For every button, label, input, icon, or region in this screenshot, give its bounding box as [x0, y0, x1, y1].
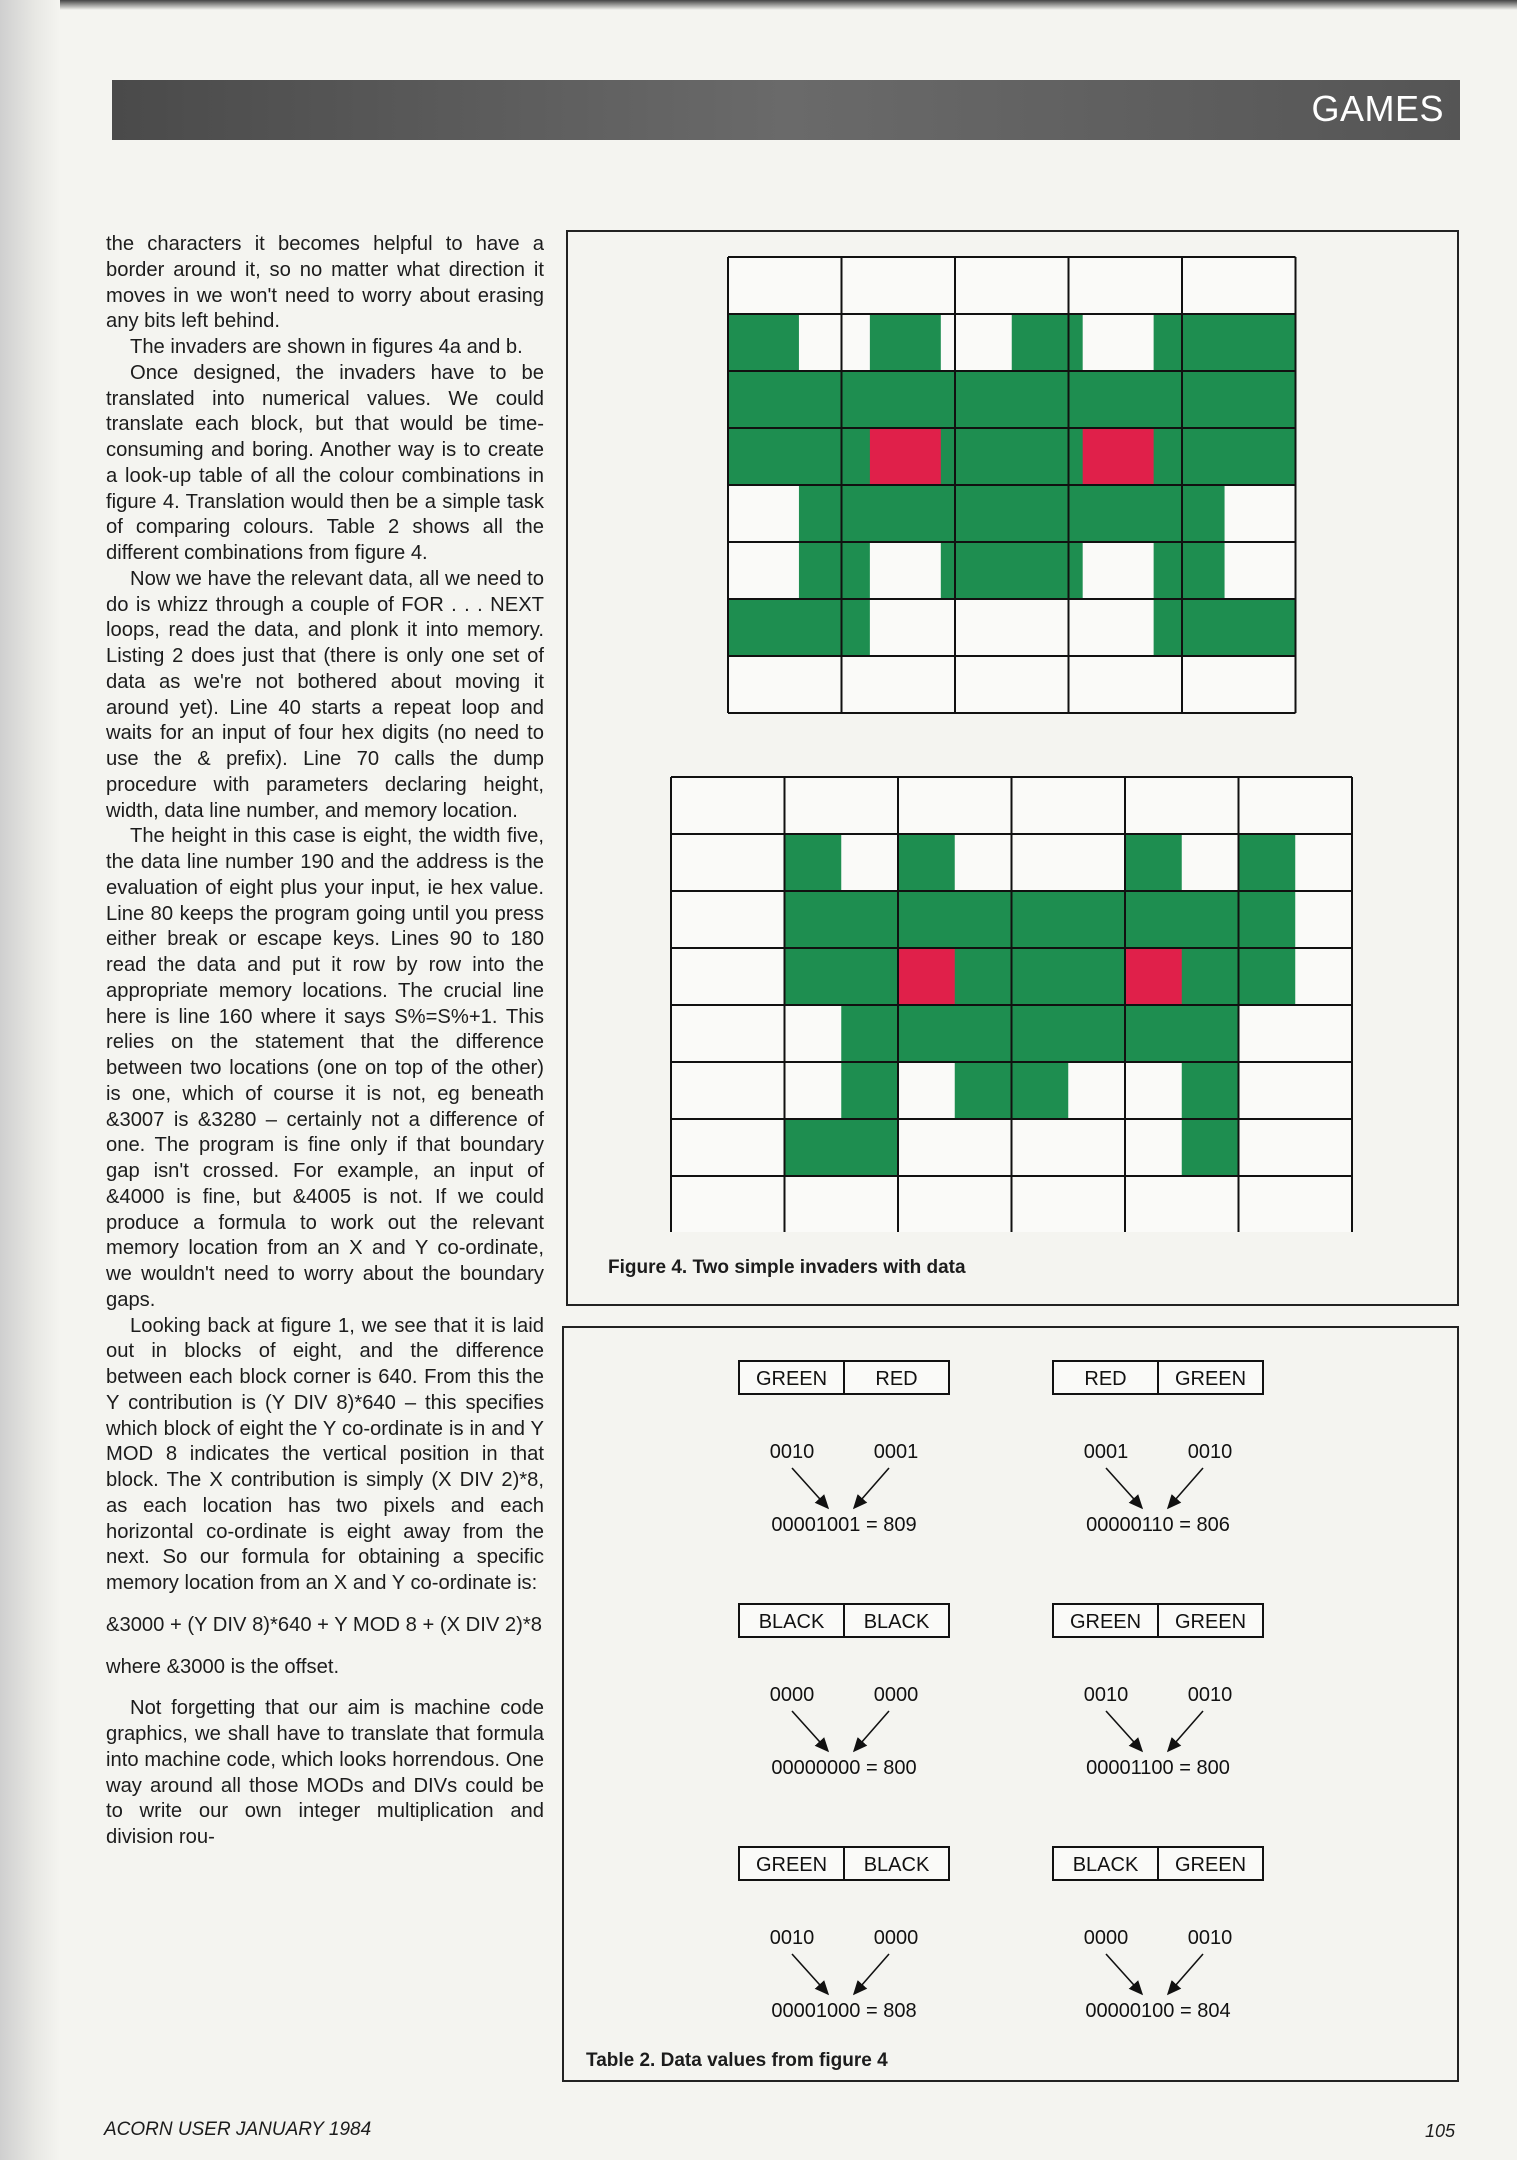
pixel-cell [841, 1176, 898, 1232]
pixel-cell [1154, 542, 1225, 600]
right-bits: 0010 [1187, 1441, 1233, 1463]
left-bits: 0010 [769, 1927, 815, 1949]
pixel-cell [898, 948, 955, 1006]
memory-formula: &3000 + (Y DIV 8)*640 + Y MOD 8 + (X DIV 2)*8 [106, 1613, 542, 1636]
pixel-cell [1182, 834, 1239, 892]
pixel-cell [728, 1176, 785, 1232]
right-colour-label: BLACK [863, 1854, 930, 1876]
pixel-cell [1239, 1005, 1296, 1063]
pixel-cell [1012, 656, 1083, 714]
pixel-cell [1012, 834, 1069, 892]
pixel-cell [898, 1119, 955, 1177]
pixel-cell [785, 891, 842, 949]
article-paragraph: Once designed, the invaders have to be translated into numerical values. We could translate each block, but that would be time-consuming and boring. Another way is to create a look-up table of all the colour combinations in figure 4. Translation would then be a simple task of comparing colours. Table 2 shows all the different combinations from figure 4. [106, 361, 544, 564]
pixel-cell [1225, 656, 1296, 714]
pixel-cell [728, 777, 785, 835]
pixel-cell [1012, 1062, 1069, 1120]
right-bits: 0010 [1187, 1927, 1233, 1949]
pixel-cell [1295, 948, 1352, 1006]
section-header-bar [112, 80, 1460, 140]
pixel-cell [799, 314, 870, 372]
pixel-cell [1225, 257, 1296, 315]
pixel-cell [799, 485, 870, 543]
combine-arrow [792, 1954, 828, 1994]
pixel-cell [955, 948, 1012, 1006]
pixel-cell [1182, 1119, 1239, 1177]
pixel-cell [841, 777, 898, 835]
pixel-cell [671, 1176, 728, 1232]
pixel-cell [1154, 257, 1225, 315]
pixel-cell [841, 1062, 898, 1120]
article-paragraph: the characters it becomes helpful to have a border around it, so no matter what direction it moves in we won't need to worry about erasing any bits left behind. [106, 233, 544, 333]
pixel-cell [728, 834, 785, 892]
pixel-cell [898, 1062, 955, 1120]
article-paragraph: Looking back at figure 1, we see that it is laid out in blocks of eight, and the difference between each block corner is 640. From this the Y contribution is (Y DIV 8)*640 – this specifies which block of eight the Y co-ordinate is in and Y MOD 8 indicates the vertical position in that block. The X contribution is simply (X DIV 2)*8, as each location has two pixels and each horizontal co-ordinate is eight away from the next. So our formula for obtaining a specific memory location from an X and Y co-ordinate is: [106, 1314, 544, 1594]
invader-b-grid [671, 777, 1353, 1232]
combine-arrow [854, 1711, 889, 1751]
pixel-cell [898, 834, 955, 892]
right-colour-label: GREEN [1174, 1854, 1247, 1876]
pixel-cell [898, 1176, 955, 1232]
right-bits: 0000 [873, 1927, 919, 1949]
pixel-cell [785, 1062, 842, 1120]
combine-arrow [792, 1711, 828, 1751]
pixel-cell [1154, 485, 1225, 543]
pixel-cell [941, 314, 1012, 372]
combine-arrow [1106, 1711, 1142, 1751]
pixel-cell [1154, 656, 1225, 714]
pixel-cell [1012, 542, 1083, 600]
article-paragraph: Now we have the relevant data, all we need to do is whizz through a couple of FOR . . . NEXT loops, read the data, and plonk it into memory. Listing 2 does just that (there is only one set of data as we're not bothered about moving it around yet). Line 40 starts a repeat loop and waits for an input of four hex digits (no need to use the & prefix). Line 70 calls the dump procedure with parameters declaring height, width, data line number, and memory location. [106, 567, 544, 822]
pixel-cell [1295, 777, 1352, 835]
pixel-cell [728, 314, 799, 372]
pixel-cell [1012, 1119, 1069, 1177]
pixel-cell [799, 257, 870, 315]
pixel-cell [941, 485, 1012, 543]
pixel-cell [1125, 1119, 1182, 1177]
pixel-cell [870, 314, 941, 372]
left-colour-label: GREEN [1069, 1611, 1142, 1633]
table-2-caption: Table 2. Data values from figure 4 [586, 2050, 888, 2071]
table-2-entry [739, 1361, 949, 1536]
pixel-cell [1068, 891, 1125, 949]
pixel-cell [870, 485, 941, 543]
pixel-cell [1125, 777, 1182, 835]
pixel-cell [728, 371, 799, 429]
table-2-entry [1053, 1361, 1263, 1536]
pixel-cell [941, 428, 1012, 486]
pixel-cell [955, 891, 1012, 949]
pixel-cell [898, 891, 955, 949]
pixel-cell [1012, 485, 1083, 543]
byte-result: 00000110 = 806 [1086, 1514, 1230, 1536]
left-colour-label: GREEN [755, 1368, 828, 1390]
pixel-cell [870, 599, 941, 657]
right-colour-label: GREEN [1174, 1368, 1247, 1390]
pixel-cell [785, 1005, 842, 1063]
pixel-cell [1182, 777, 1239, 835]
pixel-cell [1083, 599, 1154, 657]
pixel-cell [1125, 948, 1182, 1006]
pixel-cell [1068, 1062, 1125, 1120]
left-colour-label: GREEN [755, 1854, 828, 1876]
table-2-diagram [564, 1328, 1457, 2043]
pixel-cell [1083, 656, 1154, 714]
combine-arrow [792, 1468, 828, 1508]
figure-4-box [566, 230, 1459, 1306]
pixel-cell [955, 1176, 1012, 1232]
pixel-cell [1182, 948, 1239, 1006]
pixel-cell [1182, 1005, 1239, 1063]
pixel-cell [941, 371, 1012, 429]
pixel-cell [1225, 485, 1296, 543]
section-label: GAMES [1311, 88, 1444, 129]
article-body [106, 232, 544, 1851]
pixel-cell [1083, 257, 1154, 315]
pixel-cell [1083, 428, 1154, 486]
pixel-cell [1225, 371, 1296, 429]
pixel-cell [1068, 948, 1125, 1006]
combine-arrow [1168, 1711, 1203, 1751]
pixel-cell [1225, 428, 1296, 486]
invader-a-grid [728, 257, 1296, 714]
pixel-cell [728, 542, 799, 600]
pixel-cell [955, 1062, 1012, 1120]
page-binding-shadow [0, 0, 60, 2160]
right-colour-label: GREEN [1174, 1611, 1247, 1633]
pixel-cell [1068, 1005, 1125, 1063]
pixel-cell [1239, 834, 1296, 892]
table-2-entry [1053, 1604, 1263, 1779]
pixel-cell [1012, 428, 1083, 486]
pixel-cell [955, 777, 1012, 835]
table-2-entry [1053, 1847, 1263, 2022]
article-paragraph: The height in this case is eight, the width five, the data line number 190 and the address is the evaluation of eight plus your input, ie hex value. Line 80 keeps the program going until you press either break or escape keys. Lines 90 to 180 read the data and put it row by row into the appropriate memory locations. The crucial line here is line 160 where it says S%=S%+1. This relies on the statement that the difference between two locations (one on top of the other) is one, which of course it is not, eg beneath &3007 is &3280 – certainly not a difference of one. The program is fine only if that boundary gap isn't crossed. For example, an input of &4000 is fine, but &4005 is not. If we could produce a formula to work out the relevant memory location from an X and Y co-ordinate, we wouldn't need to worry about the boundary gaps. [106, 825, 544, 1311]
pixel-cell [785, 948, 842, 1006]
left-bits: 0010 [1083, 1684, 1129, 1706]
pixel-cell [785, 1176, 842, 1232]
pixel-cell [870, 257, 941, 315]
pixel-cell [671, 834, 728, 892]
pixel-cell [841, 948, 898, 1006]
left-bits: 0010 [769, 1441, 815, 1463]
pixel-cell [728, 1005, 785, 1063]
pixel-cell [1068, 1119, 1125, 1177]
right-colour-label: BLACK [863, 1611, 930, 1633]
pixel-cell [1239, 1119, 1296, 1177]
pixel-cell [1083, 542, 1154, 600]
pixel-cell [671, 1005, 728, 1063]
pixel-cell [1012, 257, 1083, 315]
right-bits: 0001 [873, 1441, 919, 1463]
pixel-cell [1239, 1176, 1296, 1232]
pixel-cell [728, 428, 799, 486]
combine-arrow [1106, 1468, 1142, 1508]
pixel-cell [1182, 1176, 1239, 1232]
pixel-cell [1012, 1176, 1069, 1232]
pixel-cell [1295, 1176, 1352, 1232]
left-colour-label: BLACK [1072, 1854, 1139, 1876]
pixel-cell [799, 599, 870, 657]
pixel-cell [955, 834, 1012, 892]
article-paragraph: Not forgetting that our aim is machine code graphics, we shall have to translate that formula into machine code, which looks horrendous. One way around all those MODs and DIVs could be to write our own integer multiplication and division rou- [106, 1697, 544, 1848]
article-paragraph: The invaders are shown in figures 4a and b. [130, 336, 523, 358]
pixel-cell [1012, 948, 1069, 1006]
left-bits: 0001 [1083, 1441, 1129, 1463]
pixel-cell [1295, 1119, 1352, 1177]
pixel-cell [1125, 1062, 1182, 1120]
table-2-entry [739, 1847, 949, 2022]
pixel-cell [1083, 485, 1154, 543]
pixel-cell [1295, 891, 1352, 949]
pixel-cell [841, 1005, 898, 1063]
combine-arrow [1106, 1954, 1142, 1994]
left-bits: 0000 [769, 1684, 815, 1706]
left-colour-label: BLACK [758, 1611, 825, 1633]
pixel-cell [785, 1119, 842, 1177]
pixel-cell [671, 1062, 728, 1120]
pixel-cell [1154, 371, 1225, 429]
pixel-cell [941, 257, 1012, 315]
pixel-cell [1012, 371, 1083, 429]
pixel-cell [728, 1119, 785, 1177]
pixel-cell [1125, 1176, 1182, 1232]
pixel-cell [1125, 891, 1182, 949]
right-bits: 0010 [1187, 1684, 1233, 1706]
pixel-cell [870, 542, 941, 600]
pixel-cell [1182, 1062, 1239, 1120]
pixel-cell [1083, 314, 1154, 372]
pixel-cell [799, 371, 870, 429]
pixel-cell [1239, 891, 1296, 949]
pixel-cell [1239, 1062, 1296, 1120]
byte-result: 00001100 = 800 [1086, 1757, 1230, 1779]
pixel-cell [1068, 777, 1125, 835]
pixel-cell [841, 891, 898, 949]
pixel-cell [1083, 371, 1154, 429]
byte-result: 00001000 = 808 [771, 2000, 917, 2022]
pixel-cell [785, 777, 842, 835]
right-colour-label: RED [875, 1368, 918, 1390]
pixel-cell [898, 777, 955, 835]
pixel-cell [955, 1005, 1012, 1063]
pixel-cell [799, 428, 870, 486]
pixel-cell [1012, 1005, 1069, 1063]
pixel-cell [898, 1005, 955, 1063]
pixel-cell [1154, 599, 1225, 657]
pixel-cell [1239, 777, 1296, 835]
pixel-cell [1012, 314, 1083, 372]
pixel-cell [671, 1119, 728, 1177]
combine-arrow [854, 1468, 889, 1508]
pixel-cell [1154, 428, 1225, 486]
left-bits: 0000 [1083, 1927, 1129, 1949]
pixel-cell [799, 542, 870, 600]
pixel-cell [728, 948, 785, 1006]
figure-4-caption: Figure 4. Two simple invaders with data [608, 1257, 966, 1278]
pixel-cell [870, 371, 941, 429]
pixel-cell [870, 656, 941, 714]
pixel-cell [1182, 891, 1239, 949]
pixel-cell [841, 834, 898, 892]
pixel-cell [1068, 1176, 1125, 1232]
pixel-cell [941, 599, 1012, 657]
pixel-cell [1295, 1062, 1352, 1120]
combine-arrow [1168, 1468, 1203, 1508]
pixel-cell [1225, 314, 1296, 372]
pixel-cell [1125, 1005, 1182, 1063]
pixel-cell [728, 257, 799, 315]
pixel-cell [1239, 948, 1296, 1006]
pixel-cell [728, 656, 799, 714]
pixel-cell [671, 891, 728, 949]
byte-result: 00000000 = 800 [771, 1757, 917, 1779]
pixel-cell [1012, 891, 1069, 949]
byte-result: 00000100 = 804 [1085, 2000, 1231, 2022]
pixel-cell [1012, 777, 1069, 835]
offset-note: where &3000 is the offset. [106, 1655, 340, 1678]
pixel-cell [941, 656, 1012, 714]
pixel-cell [671, 777, 728, 835]
pixel-cell [785, 834, 842, 892]
page-number: 105 [1425, 2121, 1456, 2141]
pixel-cell [728, 891, 785, 949]
pixel-cell [1154, 314, 1225, 372]
pixel-cell [671, 948, 728, 1006]
table-2-box [562, 1326, 1459, 2082]
pixel-cell [1012, 599, 1083, 657]
pixel-cell [1068, 834, 1125, 892]
figure-4-grids [568, 232, 1457, 1232]
byte-result: 00001001 = 809 [771, 1514, 917, 1536]
pixel-cell [728, 485, 799, 543]
combine-arrow [1168, 1954, 1203, 1994]
pixel-cell [955, 1119, 1012, 1177]
pixel-cell [1225, 542, 1296, 600]
pixel-cell [799, 656, 870, 714]
left-colour-label: RED [1084, 1368, 1127, 1390]
pixel-cell [1295, 1005, 1352, 1063]
pixel-cell [1295, 834, 1352, 892]
publication-footer: ACORN USER JANUARY 1984 [104, 2119, 372, 2140]
combine-arrow [854, 1954, 889, 1994]
pixel-cell [728, 599, 799, 657]
pixel-cell [841, 1119, 898, 1177]
pixel-cell [870, 428, 941, 486]
right-bits: 0000 [873, 1684, 919, 1706]
table-2-entry [739, 1604, 949, 1779]
pixel-cell [1125, 834, 1182, 892]
pixel-cell [1225, 599, 1296, 657]
pixel-cell [941, 542, 1012, 600]
page-top-edge [0, 0, 1517, 10]
pixel-cell [728, 1062, 785, 1120]
